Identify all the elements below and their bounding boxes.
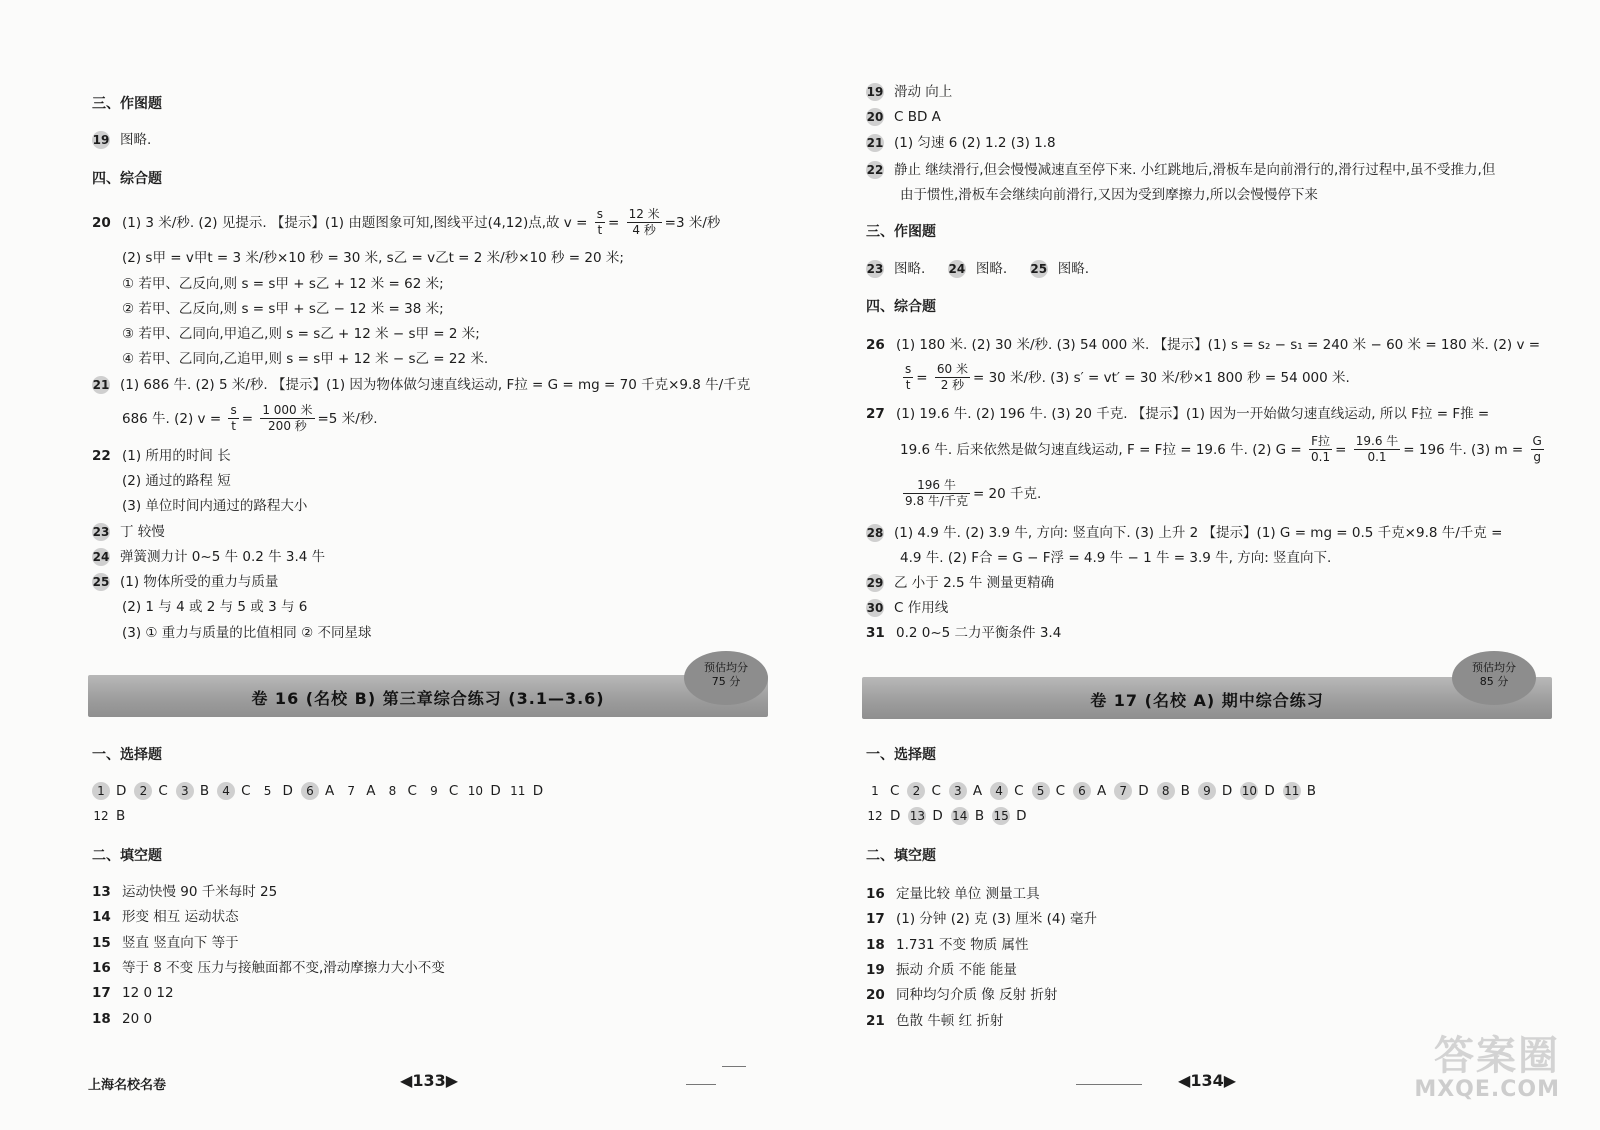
section-heading: 三、作图题 <box>866 224 936 240</box>
section-heading: 一、选择题 <box>866 747 936 763</box>
section-heading: 四、综合题 <box>92 171 162 187</box>
answer-30: 30 C 作用线 <box>866 600 949 616</box>
answer-21-line-2: 686 牛. (2) v = $\frac{s}{t}$ = $\frac{\text{1 000 米}}{\text{200 秒}}$ =5 米/秒. <box>122 403 378 433</box>
answer-22-line-2: 由于惯性,滑板车会继续向前滑行,又因为受到摩擦力,所以会慢慢停下来 <box>900 187 1318 203</box>
fill-answer: 17 12 0 12 <box>92 985 174 1002</box>
choice-answer: 11 B <box>1284 783 1316 799</box>
choice-answers-row-2 <box>92 807 133 825</box>
choice-answer: 9 D <box>1198 782 1232 800</box>
choice-answers-row-2 <box>866 807 1034 825</box>
choice-answer: 4 C <box>217 782 250 800</box>
page-number: ◀133▶ <box>400 1071 459 1090</box>
choice-answer: 1 D <box>92 782 126 800</box>
choice-answer: 3 A <box>949 782 982 800</box>
answer-28-line-2: 4.9 牛. (2) F合 = G − F浮 = 4.9 牛 − 1 牛 = 3.9 牛, 方向: 竖直向下. <box>900 550 1332 566</box>
choice-answers-row-1 <box>866 782 1324 800</box>
choice-answer: 11 D <box>510 783 544 799</box>
exam-title: 卷 16 (名校 B) 第三章综合练习 (3.1—3.6) <box>251 689 605 708</box>
answer-25-line-1: 25 (1) 物体所受的重力与质量 <box>92 574 279 590</box>
answers-23-25: 23 图略. 24 图略. 25 图略. <box>866 261 1090 277</box>
answer-22-line-1: 22 (1) 所用的时间 长 <box>92 448 231 464</box>
answer-23: 23 丁 较慢 <box>92 524 165 540</box>
answer-29: 29 乙 小于 2.5 牛 测量更精确 <box>866 575 1055 591</box>
answer-20-line-2: (2) s甲 = v甲t = 3 米/秒×10 秒 = 30 米, s乙 = v乙t = 2 米/秒×10 秒 = 20 米; <box>122 250 624 266</box>
answer-22-line-2: (2) 通过的路程 短 <box>122 473 231 489</box>
answer-27-line-3: $\frac{\text{196 牛}}{\text{9.8 牛/千克}}$ = 20 千克. <box>905 478 1042 508</box>
answer-22-line-1: 22 静止 继续滑行,但会慢慢减速直至停下来. 小红跳地后,滑板车是向前滑行的,滑行过程中,虽不受推力,但 <box>866 162 1496 178</box>
choice-answer: 2 C <box>134 782 167 800</box>
page-number: ◀134▶ <box>1178 1071 1237 1090</box>
divider <box>686 1084 716 1085</box>
answer-20-line-1: 20 (1) 3 米/秒. (2) 见提示. 【提示】(1) 由题图象可知,图线平过(4,12)点,故 v = $\frac{s}{t}$ = $\frac{\text{12 米}}{\text{4 秒}}$ =3 米/秒 <box>92 207 721 237</box>
answer-27-line-2: 19.6 牛. 后来依然是做匀速直线运动, F = F拉 = 19.6 牛. (2) G = $\frac{\text{F拉}}{0.1}$ = $\frac{\text{19.6 牛}}{0.1}$ = 196 牛. (3) m = $\frac{G}{g}$ <box>900 434 1542 464</box>
section-heading: 一、选择题 <box>92 747 162 763</box>
fraction: $\frac{\text{12 米}}{\text{4 秒}}$ <box>628 207 660 237</box>
answer-19: 19 滑动 向上 <box>866 84 953 100</box>
answer-31: 31 0.2 0~5 二力平衡条件 3.4 <box>866 625 1062 641</box>
fill-answer: 15 竖直 竖直向下 等于 <box>92 934 239 951</box>
section-heading: 三、作图题 <box>92 96 162 112</box>
answer-21: 21 (1) 匀速 6 (2) 1.2 (3) 1.8 <box>866 135 1056 151</box>
choice-answer: 6 A <box>301 782 334 800</box>
average-score-badge: 预估均分 85 分 <box>1452 651 1536 705</box>
fill-answer: 17 (1) 分钟 (2) 克 (3) 厘米 (4) 毫升 <box>866 911 1098 928</box>
watermark-logo: 答案圈 MXQE.COM <box>1414 1033 1560 1102</box>
answer-25-line-2: (2) 1 与 4 或 2 与 5 或 3 与 6 <box>122 599 308 615</box>
fraction: $\frac{s}{t}$ <box>230 403 237 433</box>
fraction: $\frac{\text{1 000 米}}{\text{200 秒}}$ <box>262 403 313 433</box>
answer-20-line-4: ② 若甲、乙反向,则 s = s甲 + s乙 − 12 米 = 38 米; <box>122 301 444 317</box>
fill-answer: 18 20 0 <box>92 1010 153 1027</box>
fill-answer: 14 形变 相互 运动状态 <box>92 909 239 926</box>
book-title-footer: 上海名校名卷 <box>88 1078 167 1093</box>
answer-26-line-2: $\frac{s}{t}$ = $\frac{\text{60 米}}{\text{2 秒}}$ = 30 米/秒. (3) s′ = vt′ = 30 米/秒×1 800 秒 = 54 000 米. <box>905 362 1350 392</box>
average-score-badge: 预估均分 75 分 <box>684 651 768 705</box>
answer-26-line-1: 26 (1) 180 米. (2) 30 米/秒. (3) 54 000 米. 【提示】(1) s = s₂ − s₁ = 240 米 − 60 米 = 180 米. (2) v = <box>866 337 1541 353</box>
answer-25-line-3: (3) ① 重力与质量的比值相同 ② 不同星球 <box>122 625 372 641</box>
answer-22-line-3: (3) 单位时间内通过的路程大小 <box>122 498 308 514</box>
exam-title: 卷 17 (名校 A) 期中综合练习 <box>1090 691 1324 710</box>
fill-answer: 21 色散 牛顿 红 折射 <box>866 1012 1004 1029</box>
fill-answer: 19 振动 介质 不能 能量 <box>866 961 1017 978</box>
answer-20-line-5: ③ 若甲、乙同向,甲追乙,则 s = s乙 + 12 米 − s甲 = 2 米; <box>122 326 480 342</box>
choice-answer: 12 D <box>867 808 901 824</box>
choice-answer: 8 C <box>388 783 417 799</box>
answer-21-line-1: 21 (1) 686 牛. (2) 5 米/秒. 【提示】(1) 因为物体做匀速直线运动, F拉 = G = mg = 70 千克×9.8 牛/千克 <box>92 377 751 393</box>
choice-answer: 4 C <box>990 782 1023 800</box>
fill-answer: 20 同种均匀介质 像 反射 折射 <box>866 987 1058 1004</box>
choice-answer: 2 C <box>907 782 940 800</box>
choice-answer: 7 D <box>1114 782 1148 800</box>
choice-answer: 6 A <box>1073 782 1106 800</box>
exam-banner <box>862 677 1552 719</box>
fill-answer: 13 运动快慢 90 千米每时 25 <box>92 884 278 900</box>
right-page <box>800 0 1600 1130</box>
divider <box>722 1066 746 1067</box>
answer-20-line-3: ① 若甲、乙反向,则 s = s甲 + s乙 + 12 米 = 62 米; <box>122 276 444 292</box>
fill-answer: 18 1.731 不变 物质 属性 <box>866 936 1029 953</box>
choice-answer: 15 D <box>993 808 1027 824</box>
section-heading: 二、填空题 <box>92 848 162 864</box>
choice-answer: 5 D <box>263 783 293 799</box>
choice-answer: 13 D <box>909 808 943 824</box>
choice-answer: 10 D <box>1241 783 1275 799</box>
choice-answer: 5 C <box>1032 782 1065 800</box>
choice-answer: 14 B <box>952 808 985 824</box>
answer-20-line-6: ④ 若甲、乙同向,乙追甲,则 s = s甲 + 12 米 − s乙 = 22 米. <box>122 351 489 367</box>
exam-banner <box>88 675 768 717</box>
section-heading: 四、综合题 <box>866 299 936 315</box>
choice-answer: 12 B <box>93 808 126 824</box>
divider <box>1076 1084 1142 1085</box>
answer-20: 20 C BD A <box>866 109 941 125</box>
answer-28-line-1: 28 (1) 4.9 牛. (2) 3.9 牛, 方向: 竖直向下. (3) 上升 2 【提示】(1) G = mg = 0.5 千克×9.8 牛/千克 = <box>866 525 1503 541</box>
answer-27-line-1: 27 (1) 19.6 牛. (2) 196 牛. (3) 20 千克. 【提示】(1) 因为一开始做匀速直线运动, 所以 F拉 = F推 = <box>866 406 1490 422</box>
choice-answers-row-1 <box>92 782 551 800</box>
choice-answer: 7 A <box>347 783 376 799</box>
choice-answer: 1 C <box>871 783 900 799</box>
choice-answer: 8 B <box>1157 782 1190 800</box>
fraction: $\frac{s}{t}$ <box>596 207 603 237</box>
choice-answer: 10 D <box>467 783 501 799</box>
answer-19: 19 图略. <box>92 132 152 148</box>
choice-answer: 3 B <box>176 782 209 800</box>
answer-24: 24 弹簧测力计 0~5 牛 0.2 牛 3.4 牛 <box>92 549 326 565</box>
section-heading: 二、填空题 <box>866 848 936 864</box>
fill-answer: 16 等于 8 不变 压力与接触面都不变,滑动摩擦力大小不变 <box>92 959 445 976</box>
fill-answer: 16 定量比较 单位 测量工具 <box>866 886 1040 902</box>
choice-answer: 9 C <box>430 783 459 799</box>
